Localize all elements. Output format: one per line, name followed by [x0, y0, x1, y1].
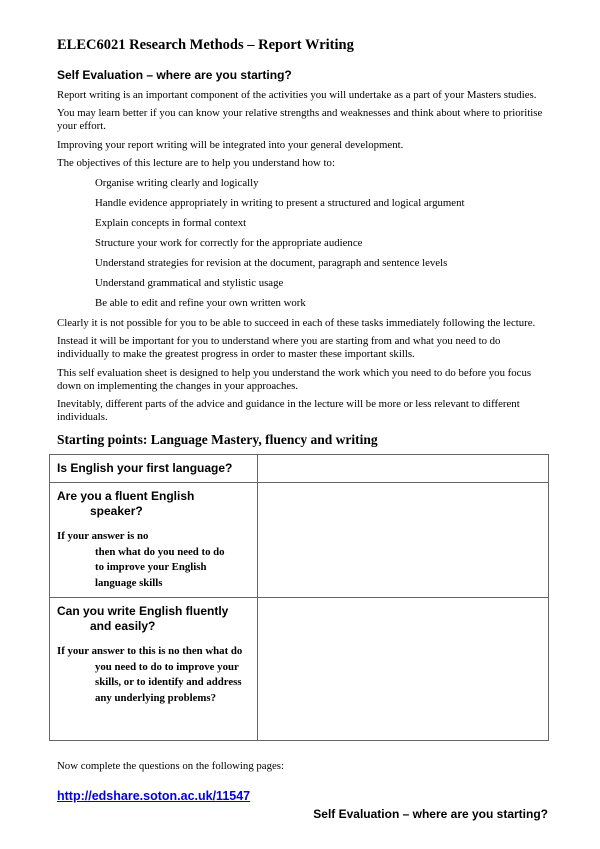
table-row — [50, 483, 549, 598]
note-line: If your answer is no — [57, 530, 149, 543]
table-question: Can you write English fluently — [57, 604, 229, 619]
objectives-intro: The objectives of this lecture are to help you understand how to: — [57, 157, 335, 170]
page-footer-title: Self Evaluation – where are you starting? — [313, 807, 548, 822]
document-title: ELEC6021 Research Methods – Report Writing — [57, 37, 354, 53]
answer-cell-first-language — [258, 455, 549, 483]
objective-item: Explain concepts in formal context — [95, 217, 247, 230]
note-line: you need to do to improve your — [95, 660, 239, 673]
closing-paragraph: Inevitably, different parts of the advice and guidance in the lecture will be more or less relevant to different individuals. — [57, 398, 520, 424]
table-question: Are you a fluent English — [57, 489, 195, 504]
table-row — [50, 598, 549, 741]
intro-paragraph: You may learn better if you can know your relative strengths and weaknesses and think about where to prioritise your effort. — [57, 107, 543, 133]
intro-paragraph: Report writing is an important component of the activities you will undertake as a part of your Masters studies. — [57, 89, 537, 101]
table-row — [50, 455, 549, 483]
table-question-continuation: and easily? — [90, 619, 156, 634]
answer-cell-write-fluently — [258, 598, 549, 741]
table-question: Is English your first language? — [57, 461, 233, 476]
section-subtitle-self-evaluation: Self Evaluation – where are you starting? — [57, 68, 292, 82]
note-line: If your answer to this is no then what do — [57, 645, 243, 658]
note-line: to improve your English — [95, 561, 207, 574]
objective-item: Handle evidence appropriately in writing to present a structured and logical argument — [95, 197, 465, 210]
objective-item: Be able to edit and refine your own written work — [95, 296, 306, 309]
closing-paragraph: Instead it will be important for you to understand where you are starting from and what you need to do individually to make the greatest progress in order to master these important skills. — [57, 335, 501, 361]
table-question-continuation: speaker? — [90, 504, 143, 519]
note-line: skills, or to identify and address — [95, 676, 242, 689]
question-cell-first-language — [50, 455, 258, 483]
note-line: any underlying problems? — [95, 691, 216, 704]
note-line: language skills — [95, 576, 163, 589]
question-note — [57, 529, 249, 591]
edshare-link[interactable]: http://edshare.soton.ac.uk/11547 — [57, 789, 251, 804]
self-evaluation-table — [49, 454, 549, 741]
note-line: then what do you need to do — [95, 545, 225, 558]
starting-points-heading: Starting points: Language Mastery, fluency and writing — [57, 432, 378, 448]
footer-instruction: Now complete the questions on the following pages: — [57, 760, 284, 773]
objective-item: Understand grammatical and stylistic usage — [95, 277, 284, 290]
objective-item: Organise writing clearly and logically — [95, 177, 259, 190]
closing-paragraph: Clearly it is not possible for you to be able to succeed in each of these tasks immediately following the lecture. — [57, 316, 536, 329]
objective-item: Understand strategies for revision at the document, paragraph and sentence levels — [95, 257, 448, 270]
question-note — [57, 644, 249, 706]
answer-cell-fluent-speaker — [258, 483, 549, 598]
objectives-list — [57, 177, 548, 310]
objective-item: Structure your work for correctly for the appropriate audience — [95, 237, 363, 250]
question-cell-fluent-speaker — [50, 483, 258, 598]
closing-paragraph: This self evaluation sheet is designed to help you understand the work which you need to do before you focus down on implementing the changes in your approaches. — [57, 366, 532, 392]
intro-paragraph: Improving your report writing will be integrated into your general development. — [57, 138, 404, 151]
question-cell-write-fluently — [50, 598, 258, 741]
